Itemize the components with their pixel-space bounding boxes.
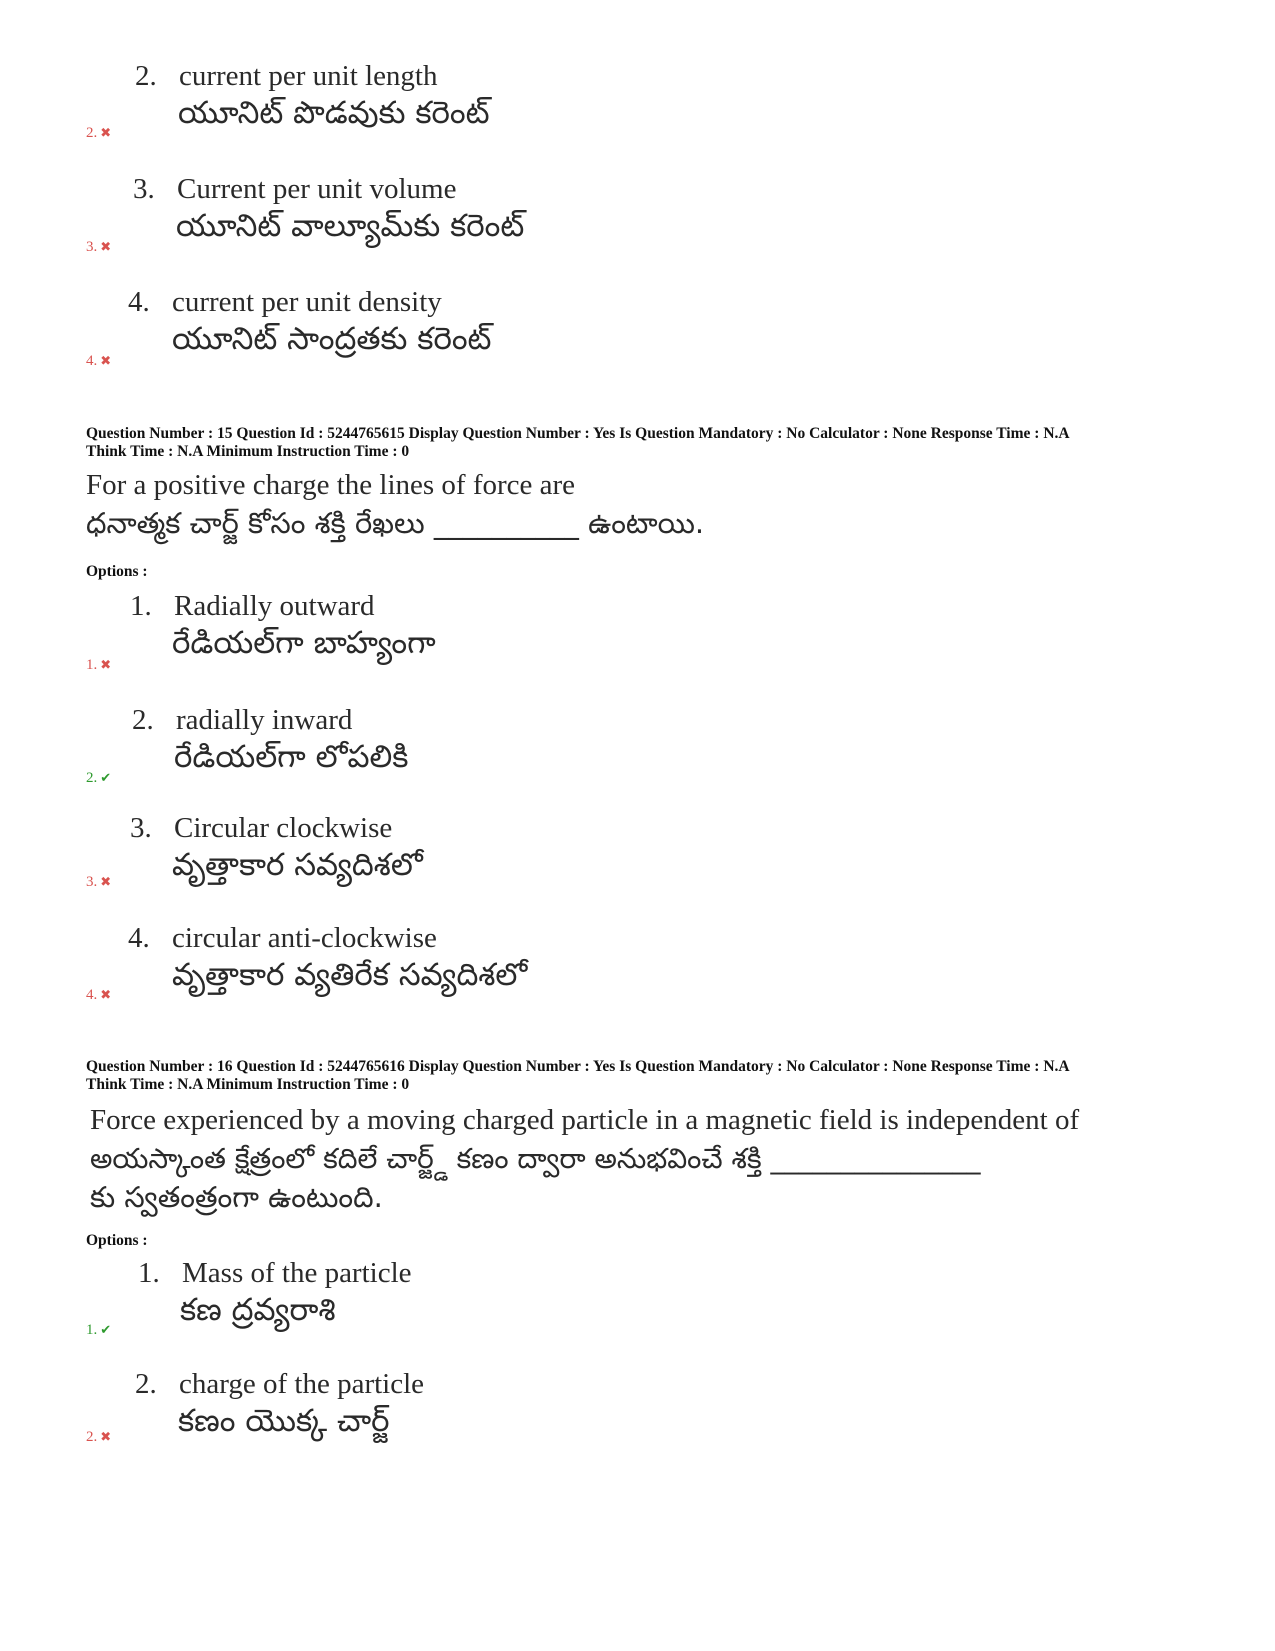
check-icon: ✔	[100, 1323, 112, 1338]
options-label: Options :	[86, 563, 148, 580]
option-mark-wrong: 4. ✖	[86, 353, 112, 369]
option-text-te: కణ ద్రవ్యరాశి	[180, 1292, 336, 1328]
question-text-te-line-1: అయస్కాంత క్షేత్రంలో కదిలే చార్జ్డ్ కణం ద్వారా అనుభవించే శక్తి _______________	[90, 1142, 981, 1175]
cross-icon: ✖	[100, 875, 112, 890]
question-text-en: For a positive charge the lines of force are	[86, 469, 576, 501]
cross-icon: ✖	[100, 126, 112, 141]
question-meta-line-2: Think Time : N.A Minimum Instruction Time : 0	[86, 443, 410, 460]
option-mark-wrong: 3. ✖	[86, 874, 112, 890]
cross-icon: ✖	[100, 988, 112, 1003]
question-text-en: Force experienced by a moving charged particle in a magnetic field is independent of	[90, 1104, 1080, 1136]
option-text-en: 1. Radially outward	[130, 590, 375, 622]
cross-icon: ✖	[100, 1430, 112, 1445]
option-text-en: 4. current per unit density	[128, 286, 442, 318]
option-text-en: 2. charge of the particle	[135, 1368, 425, 1400]
question-meta-line-2: Think Time : N.A Minimum Instruction Time : 0	[86, 1076, 410, 1093]
question-meta	[86, 1058, 1206, 1094]
question-meta	[86, 425, 1206, 461]
cross-icon: ✖	[100, 354, 112, 369]
option-text-en: 2. radially inward	[132, 704, 353, 736]
option-mark-wrong: 4. ✖	[86, 987, 112, 1003]
option-text-te: యూనిట్ సాంద్రతకు కరెంట్	[172, 321, 492, 357]
option-text-en: 3. Current per unit volume	[133, 173, 457, 205]
option-mark-correct: 2. ✔	[86, 770, 112, 786]
option-text-en: 2. current per unit length	[135, 60, 438, 92]
cross-icon: ✖	[100, 658, 112, 673]
check-icon: ✔	[100, 771, 112, 786]
cross-icon: ✖	[100, 240, 112, 255]
question-meta-line-1: Question Number : 16 Question Id : 5244765616 Display Question Number : Yes Is Question Mandatory : No Calculator : None Response Time : N.A	[86, 1058, 1070, 1075]
option-text-te: యూనిట్ పొడవుకు కరెంట్	[178, 95, 490, 131]
option-text-en: 1. Mass of the particle	[138, 1257, 412, 1289]
option-text-te: కణం యొక్క చార్జ్	[178, 1403, 390, 1439]
option-mark-wrong: 2. ✖	[86, 125, 112, 141]
options-label: Options :	[86, 1232, 148, 1249]
question-text-te: ధనాత్మక చార్జ్ కోసం శక్తి రేఖలు __________ ఉంటాయి.	[86, 506, 705, 540]
option-mark-wrong: 1. ✖	[86, 657, 112, 673]
option-text-te: వృత్తాకార వ్యతిరేక సవ్యదిశలో	[172, 957, 528, 993]
option-mark-correct: 1. ✔	[86, 1322, 112, 1338]
option-mark-wrong: 2. ✖	[86, 1429, 112, 1445]
option-text-en: 3. Circular clockwise	[130, 812, 393, 844]
option-text-te: రేడియల్‌గా బాహ్యంగా	[172, 625, 436, 661]
question-text-te-line-2: కు స్వతంత్రంగా ఉంటుంది.	[90, 1180, 383, 1214]
option-text-en: 4. circular anti-clockwise	[128, 922, 437, 954]
option-text-te: రేడియల్‌గా లోపలికి	[174, 739, 409, 775]
option-mark-wrong: 3. ✖	[86, 239, 112, 255]
option-text-te: వృత్తాకార సవ్యదిశలో	[172, 847, 423, 883]
question-meta-line-1: Question Number : 15 Question Id : 5244765615 Display Question Number : Yes Is Question Mandatory : No Calculator : None Response Time : N.A	[86, 425, 1070, 442]
option-text-te: యూనిట్ వాల్యూమ్‌కు కరెంట్	[176, 208, 525, 244]
